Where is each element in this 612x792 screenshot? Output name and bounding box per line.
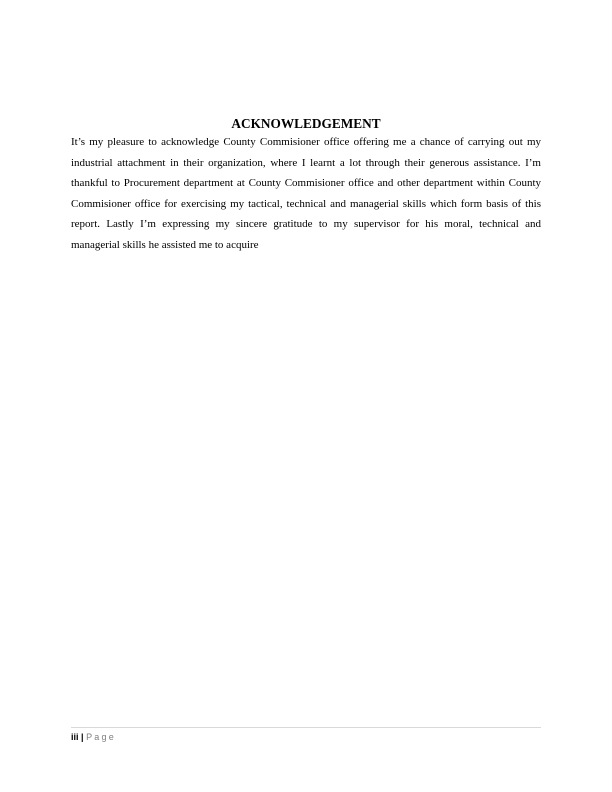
acknowledgement-paragraph: It’s my pleasure to acknowledge County Commisioner office offering me a chance of carrying out my industrial attachment in their organization, where I learnt a lot through their generous assistance. I’m thankful to Procurement department at County Commisioner office and other department within County Commisioner office for exercising my tactical, technical and managerial skills which form basis of this report. Lastly I’m expressing my sincere gratitude to my supervisor for his moral, technical and managerial skills he assisted me to acquire [71, 136, 541, 251]
footer-separator: | [81, 732, 84, 742]
page-number: iii [71, 732, 79, 742]
page-heading: ACKNOWLEDGEMENT [231, 116, 381, 131]
page-footer [71, 731, 116, 743]
page-label: Page [86, 732, 116, 742]
footer-divider [71, 727, 541, 728]
